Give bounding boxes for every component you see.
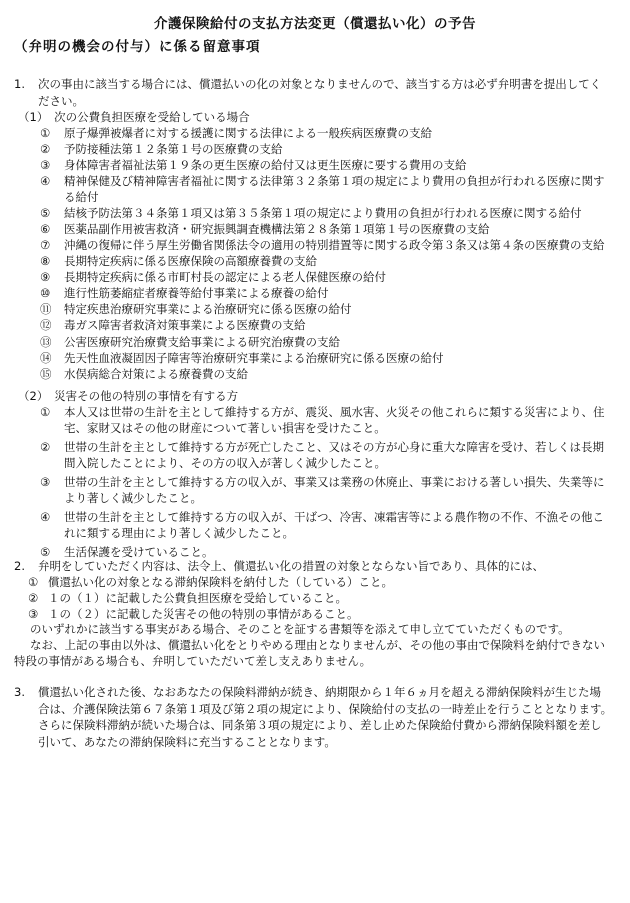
section-3-number: 3. [14,685,25,699]
list-item-marker: ② [40,440,51,454]
section-2-line: なお、上記の事由以外は、償還払い化をとりやめる理由となりませんが、その他の事由で保険料を納付できない [30,638,605,652]
list-item-text: 長期特定疾病に係る医療保険の高額療養費の支給 [64,254,317,268]
subsection-2-heading: （2） 災害その他の特別の事情を有する方 [18,389,239,403]
list-item-marker: ⑬ [40,334,52,349]
list-item-text: １の（２）に記載した災害その他の特別の事情があること。 [48,607,359,621]
list-item-text: 償還払い化の対象となる滞納保険料を納付した（している）こと。 [48,575,393,589]
list-item-text: 生活保護を受けていること。 [64,545,214,559]
list-item-marker: ⑤ [40,545,51,559]
document-subtitle: （弁明の機会の付与）に係る留意事項 [14,39,261,55]
section-3-line: さらに保険料滞納が続いた場合は、同条第３項の規定により、差し止めた保険給付費から滞納保険料額を差し [38,718,602,732]
list-item-text: 進行性筋萎縮症者療養等給付事業による療養の給付 [64,286,329,301]
section-2-number: 2. [14,559,25,573]
list-item-text: 世帯の生計を主として維持する方の収入が、事業又は業務の休廃止、事業における著しい損失、失業等に [64,475,605,489]
document-title: 介護保険給付の支払方法変更（償還払い化）の予告 [154,16,476,32]
list-item-text: より著しく減少したこと。 [64,491,202,505]
list-item-text: れに類する理由により著しく減少したこと。 [64,526,294,540]
list-item-text: 世帯の生計を主として維持する方の収入が、干ばつ、冷害、凍霜害等による農作物の不作、不漁その他こ [64,510,605,524]
subsection-1-heading: （1） 次の公費負担医療を受給している場合 [18,110,250,124]
list-item-text: 本人又は世帯の生計を主として維持する方が、震災、風水害、火災その他これらに類する災害により、住 [64,405,605,419]
list-item-marker: ④ [40,174,51,189]
list-item-marker: ⑥ [40,221,51,236]
list-item-text: 医薬品副作用被害救済・研究振興調査機構法第２８条第１項第１号の医療費の支給 [64,221,490,236]
list-item-text: る給付 [64,189,99,204]
list-item-text: 長期特定疾病に係る市町村長の認定による老人保健医療の給付 [64,270,386,285]
list-item-marker: ⑦ [40,237,51,252]
list-item-marker: ① [40,126,51,140]
list-item-marker: ② [40,142,51,157]
section-2-line: のいずれかに該当する事実がある場合、そのことを証する書類等を添えて申し立てていただくものです。 [30,622,570,636]
list-item-marker: ⑧ [40,254,51,268]
list-item-marker: ④ [40,510,51,524]
list-item-marker: ③ [28,607,39,621]
section-3-line: 償還払い化された後、なおあなたの保険料滞納が続き、納期限から１年６ヵ月を超える滞納保険料が生じた場 [38,685,602,699]
list-item-text: 原子爆弾被爆者に対する援護に関する法律による一般疾病医療費の支給 [64,126,432,140]
section-2-line: 弁明をしていただく内容は、法令上、償還払い化の措置の対象とならない旨であり、具体的には、 [38,559,544,573]
list-item-marker: ① [28,575,39,589]
section-1-line: ださい。 [38,94,84,108]
list-item-marker: ③ [40,158,51,173]
list-item-marker: ⑭ [40,350,52,365]
section-1-number: 1. [14,77,25,91]
list-item-marker: ⑨ [40,270,51,285]
list-item-text: 先天性血液凝固因子障害等治療研究事業による治療研究に係る医療の給付 [64,350,444,365]
list-item-text: 間入院したことにより、その方の収入が著しく減少したこと。 [64,456,386,470]
list-item-marker: ① [40,405,51,419]
section-1-line: 次の事由に該当する場合には、償還払いの化の対象となりませんので、該当する方は必ず弁明書を提出してく [38,77,602,91]
section-3-line: 合は、介護保険法第６７条第１項及び第２項の規定により、保険給付の支払の一時差止を行うこととなります。 [38,701,613,716]
list-item-text: 特定疾患治療研究事業による治療研究に係る医療の給付 [64,302,352,317]
list-item-text: 水俣病総合対策による療養費の支給 [64,366,248,381]
list-item-text: 宅、家財又はその他の財産について著しい損害を受けたこと。 [64,421,386,435]
list-item-marker: ③ [40,475,51,489]
list-item-marker: ⑫ [40,318,52,333]
list-item-text: 予防接種法第１２条第１号の医療費の支給 [64,142,283,157]
list-item-text: 毒ガス障害者救済対策事業による医療費の支給 [64,318,306,333]
section-2-line: 特段の事情がある場合も、弁明していただいて差し支えありません。 [14,654,372,668]
list-item-marker: ⑤ [40,205,51,220]
list-item-text: 世帯の生計を主として維持する方が死亡したこと、又はその方が心身に重大な障害を受け、若しくは長期 [64,440,605,454]
list-item-text: 精神保健及び精神障害者福祉に関する法律第３２条第１項の規定により費用の負担が行われる医療に関す [64,174,605,189]
list-item-text: 身体障害者福祉法第１９条の更生医療の給付又は更生医療に要する費用の支給 [64,158,467,173]
list-item-marker: ⑪ [40,302,52,317]
list-item-text: １の（１）に記載した公費負担医療を受給していること。 [48,591,347,605]
list-item-text: 沖縄の復帰に伴う厚生労働省関係法令の適用の特別措置等に関する政令第３条又は第４条の医療費の支給 [64,237,605,252]
list-item-text: 公害医療研究治療費支給事業による研究治療費の支給 [64,334,340,349]
list-item-text: 結核予防法第３４条第１項又は第３５条第１項の規定により費用の負担が行われる医療に関する給付 [64,205,582,220]
list-item-marker: ② [28,591,39,605]
section-3-line: 引いて、あなたの滞納保険料に充当することとなります。 [38,734,336,749]
list-item-marker: ⑮ [40,366,52,381]
list-item-marker: ⑩ [40,286,51,301]
